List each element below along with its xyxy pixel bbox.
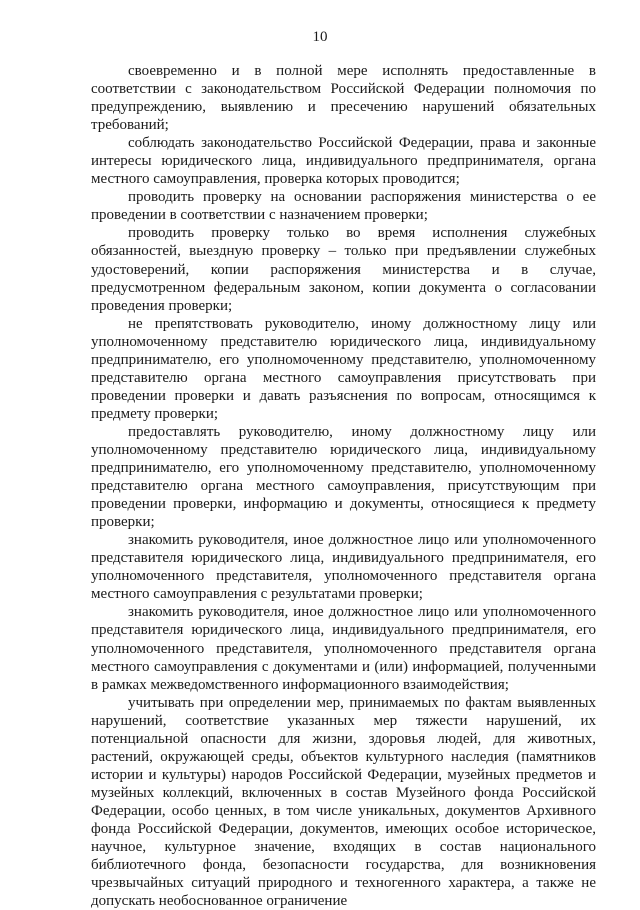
paragraph-4: проводить проверку только во время исполнения служебных обязанностей, выездную проверку – только при предъявлении служебных удостоверений, копии распоряжения министерства и в случае, предусмотренном федеральным законом, копии документа о согласовании проведения проверки; [91, 225, 596, 314]
paragraph-2: соблюдать законодательство Российской Федерации, права и законные интересы юридического лица, индивидуального предпринимателя, органа местного самоуправления, проверка которых проводится; [91, 135, 596, 188]
paragraph-3: проводить проверку на основании распоряжения министерства о ее проведении в соответствии с назначением проверки; [91, 189, 596, 224]
paragraph-5: не препятствовать руководителю, иному должностному лицу или уполномоченному представителю юридического лица, индивидуальному предпринимателю, его уполномоченному представителю, уполномоченному представителю органа местного самоуправления присутствовать при проведении проверки и давать разъяснения по вопросам, относящимся к предмету проверки; [91, 315, 596, 422]
paragraph-6: предоставлять руководителю, иному должностному лицу или уполномоченному представителю юридического лица, индивидуальному предпринимателю, его уполномоченному представителю, уполномоченному представителю органа местного самоуправления, присутствующим при проведении проверки, информацию и документы, относящиеся к предмету проверки; [91, 423, 596, 531]
paragraph-9: учитывать при определении мер, принимаемых по фактам выявленных нарушений, соответствие указанных мер тяжести нарушений, их потенциальной опасности для жизни, здоровья людей, для животных, растений, окружающей среды, объектов культурного наследия (памятников истории и культуры) народов Российской Федерации, музейных предметов и музейных коллекций, включенных в состав Музейного фонда Российской Федерации, особо ценных, в том числе уникальных, документов Архивного фонда Российской Федерации, документов, имеющих особое историческое, научное, культурное значение, входящих в состав национального библиотечного фонда, безопасности государства, для возникновения чрезвычайных ситуаций природного и техногенного характера, а также не допускать необоснованное ограничение [91, 694, 596, 910]
paragraph-8: знакомить руководителя, иное должностное лицо или уполномоченного представителя юридического лица, индивидуального предпринимателя, его уполномоченного представителя, уполномоченного представителя органа местного самоуправления с документами и (или) информацией, полученными в рамках межведомственного информационного взаимодействия; [91, 604, 596, 693]
paragraph-1: своевременно и в полной мере исполнять предоставленные в соответствии с законодательством Российской Федерации полномочия по предупреждению, выявлению и пресечению нарушений обязательных требований; [91, 63, 596, 134]
page-number: 10 [312, 29, 328, 45]
document-body [91, 62, 596, 910]
paragraph-7: знакомить руководителя, иное должностное лицо или уполномоченного представителя юридического лица, индивидуального предпринимателя, его уполномоченного представителя, уполномоченного представителя органа местного самоуправления с результатами проверки; [91, 532, 596, 603]
